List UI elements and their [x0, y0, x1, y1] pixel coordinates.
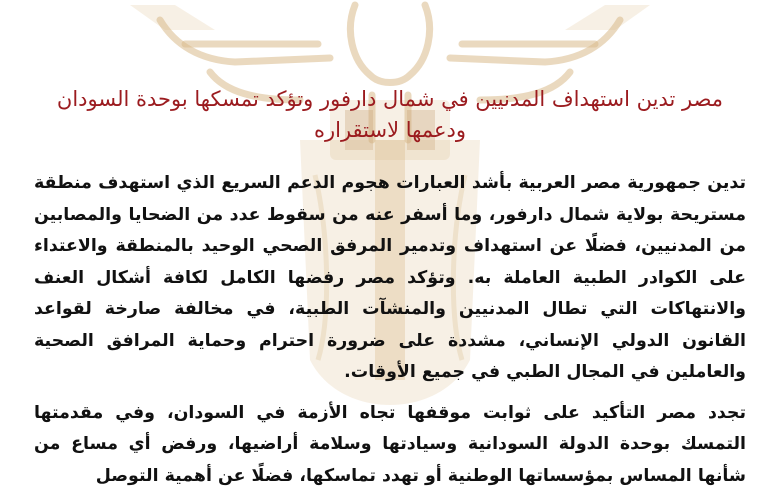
paragraph-1: تدين جمهورية مصر العربية بأشد العبارات هجوم الدعم السريع الذي استهدف منطقة مستريحة بولاية شمال دارفور، وما أسفر عنه من سقوط عدد من الضحايا والمصابين من المدنيين، فضلًا عن استهداف وتدمير المرفق الصحي الوحيد بالمنطقة والاعتداء على الكوادر الطبية العاملة به. وتؤكد مصر رفضها الكامل لكافة أشكال العنف والانتهاكات التي تطال المدنيين والمنشآت الطبية، في مخالفة صارخة لقواعد القانون الدولي الإنساني، مشددة على ضرورة احترام وحماية المرافق الصحية والعاملين في المجال الطبي في جميع الأوقات. [34, 168, 746, 389]
article-body [34, 168, 746, 492]
page-title: مصر تدين استهداف المدنيين في شمال دارفور وتؤكد تمسكها بوحدة السودان ودعمها لاستقراره [40, 84, 740, 146]
paragraph-2: تجدد مصر التأكيد على ثوابت موقفها تجاه الأزمة في السودان، وفي مقدمتها التمسك بوحدة الدولة السودانية وسيادتها وسلامة أراضيها، ورفض أي مساع من شأنها المساس بمؤسساتها الوطنية أو تهدد تماسكها، فضلًا عن أهمية التوصل [34, 398, 746, 492]
